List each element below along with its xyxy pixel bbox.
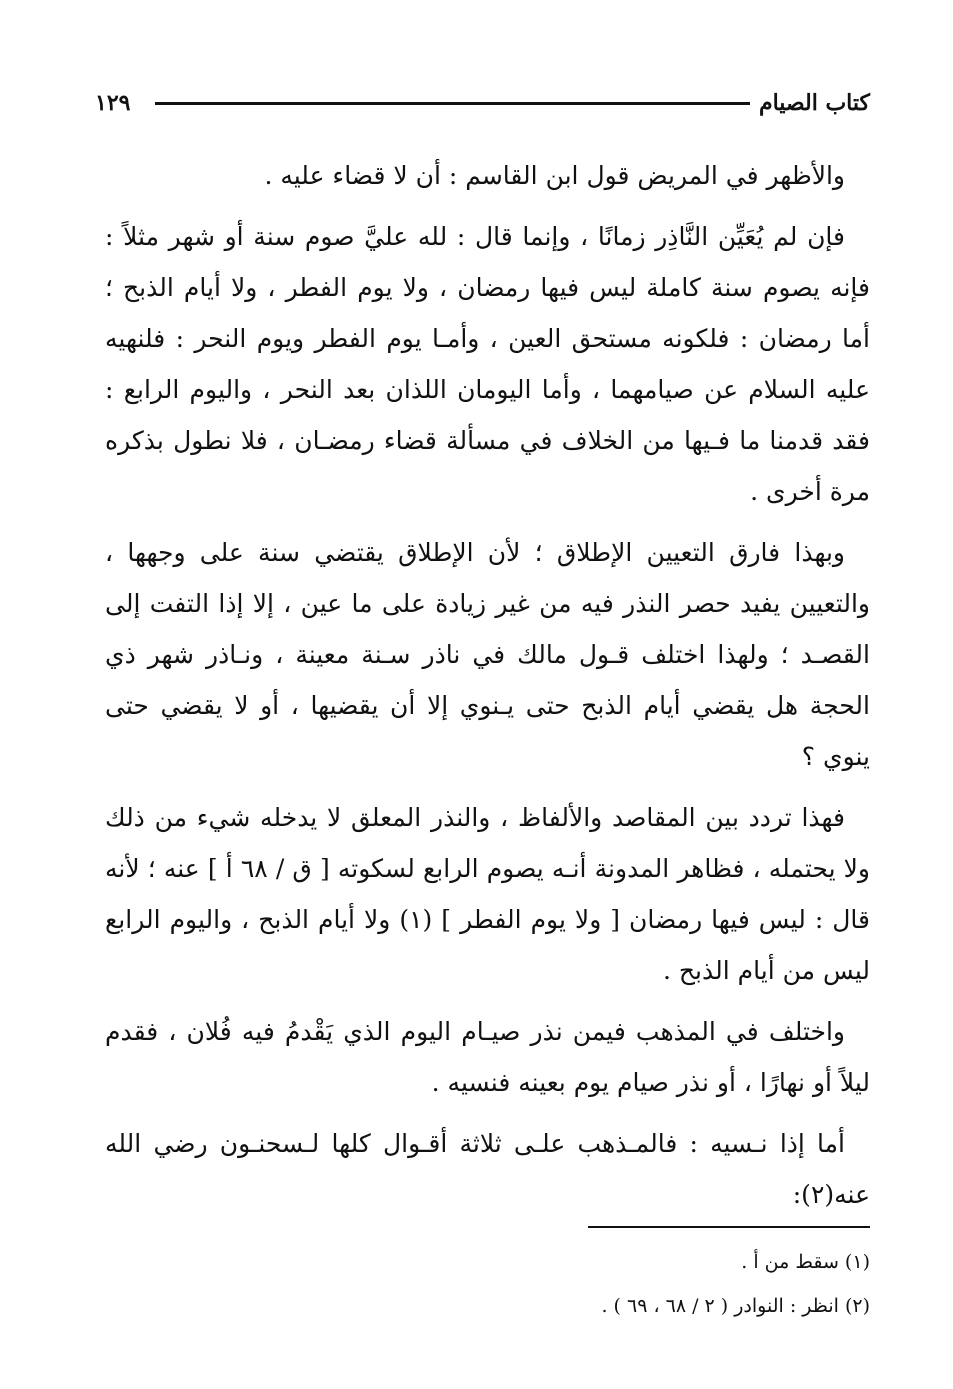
running-header (95, 88, 870, 122)
footnote-1: (١) سقط من أ . (741, 1251, 870, 1273)
footnotes (105, 1240, 870, 1328)
header-rule (155, 102, 750, 105)
footnote-2: (٢) انظر : النوادر ( ٢ / ٦٨ ، ٦٩ ) . (601, 1295, 870, 1317)
main-text (105, 150, 870, 1230)
chapter-title: كتاب الصيام (758, 90, 870, 116)
paragraph-3: وبهذا فارق التعيين الإطلاق ؛ لأن الإطلاق يقتضي سنة على وجهها ، والتعيين يفيد حصر النذر فيه من غير زيادة على ما عين ، إلا إذا التفت إلى القصـد ؛ ولهذا اختلف قـول مالك في ناذر سـنة معينة ، ونـاذر شهر ذي الحجة هل يقضي أيام الذبح حتى يـنوي إلا أن يقضيها ، أو لا يقضي حتى ينوي ؟ (105, 538, 870, 771)
footnote-separator (588, 1226, 870, 1228)
page-number: ١٢٩ (95, 90, 131, 116)
paragraph-1: والأظهر في المريض قول ابن القاسم : أن لا قضاء عليه . (264, 161, 845, 190)
paragraph-6: أما إذا نـسيه : فالمـذهب علـى ثلاثة أقـوال كلها لـسحنـون رضي الله عنه(٢): (105, 1129, 870, 1209)
paragraph-2: فإن لم يُعَيِّن النَّاذِر زمانًا ، وإنما قال : لله عليَّ صوم سنة أو شهر مثلاً : فإنه يصوم سنة كاملة ليس فيها رمضان ، ولا يوم الفطر ، ولا أيام الذبح ؛ أما رمضان : فلكونه مستحق العين ، وأمـا يوم الفطر ويوم النحر : فلنهيه عليه السلام عن صيامهما ، وأما اليومان اللذان بعد النحر ، واليوم الرابع : فقد قدمنا ما فـيها من الخلاف في مسألة قضاء رمضـان ، فلا نطول بذكره مرة أخرى . (105, 222, 870, 506)
paragraph-5: واختلف في المذهب فيمن نذر صيـام اليوم الذي يَقْدمُ فيه فُلان ، فقدم ليلاً أو نهارًا ، أو نذر صيام يوم بعينه فنسيه . (105, 1017, 870, 1097)
paragraph-4: فهذا تردد بين المقاصد والألفاظ ، والنذر المعلق لا يدخله شيء من ذلك ولا يحتمله ، فظاهر المدونة أنـه يصوم الرابع لسكوته [ ق / ٦٨ أ ] عنه ؛ لأنه قال : ليس فيها رمضان [ ولا يوم الفطر ] (١) ولا أيام الذبح ، واليوم الرابع ليس من أيام الذبح . (105, 803, 870, 985)
